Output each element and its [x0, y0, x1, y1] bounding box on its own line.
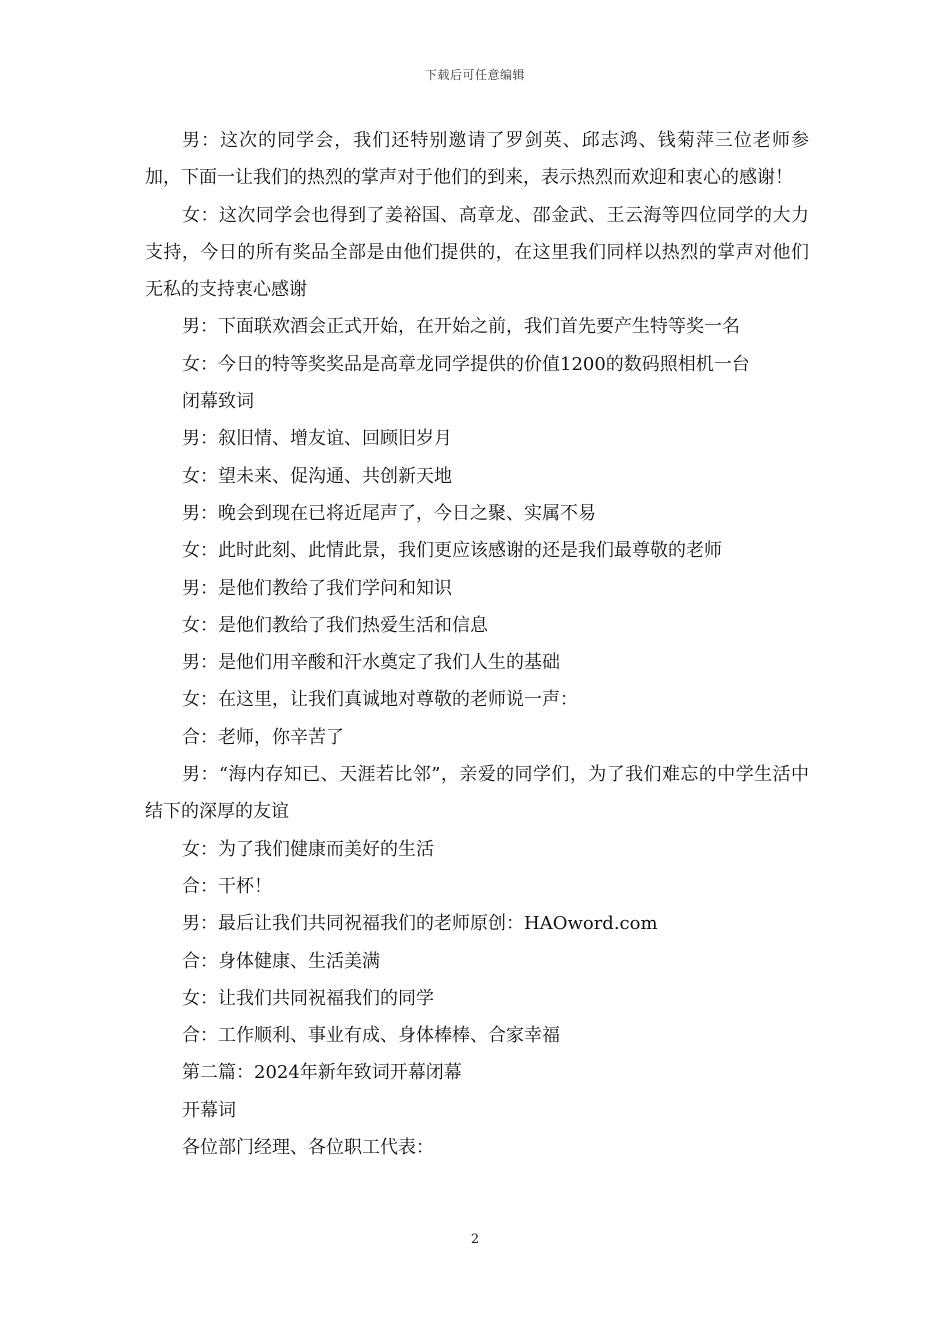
page-header: 下载后可任意编辑 — [424, 68, 525, 82]
paragraph: 男：“海内存知已、天涯若比邻”，亲爱的同学们，为了我们难忘的中学生活中结下的深厚的友谊 — [145, 764, 809, 823]
paragraph: 男：晚会到现在已将近尾声了，今日之聚、实属不易 — [182, 502, 596, 524]
paragraph: 男：下面联欢酒会正式开始，在开始之前，我们首先要产生特等奖一名 — [182, 316, 740, 338]
paragraph: 男：是他们用辛酸和汗水奠定了我们人生的基础 — [182, 652, 560, 674]
paragraph: 女：望未来、促沟通、共创新天地 — [182, 465, 452, 487]
paragraph: 男：最后让我们共同祝福我们的老师原创：HAOword.com — [182, 913, 658, 935]
paragraph: 女：是他们教给了我们热爱生活和信息 — [182, 614, 488, 636]
paragraph: 合：身体健康、生活美满 — [182, 950, 380, 972]
paragraph: 合：老师，你辛苦了 — [182, 726, 344, 748]
paragraph: 合：干杯！ — [182, 875, 272, 897]
paragraph: 女：让我们共同祝福我们的同学 — [182, 987, 434, 1009]
paragraph: 男：叙旧情、增友谊、回顾旧岁月 — [182, 428, 452, 450]
section-heading: 闭幕致词 — [182, 391, 254, 413]
paragraph: 女：此时此刻、此情此景，我们更应该感谢的还是我们最尊敬的老师 — [182, 540, 722, 562]
section-title: 第二篇：2024年新年致词开幕闭幕 — [182, 1062, 462, 1084]
paragraph: 男：是他们教给了我们学问和知识 — [182, 577, 452, 599]
paragraph: 女：在这里，让我们真诚地对尊敬的老师说一声： — [182, 689, 578, 711]
section-heading: 开幕词 — [182, 1099, 236, 1121]
paragraph: 男：这次的同学会，我们还特别邀请了罗剑英、邱志鸿、钱菊萍三位老师参加，下面一让我们的热烈的掌声对于他们的到来，表示热烈而欢迎和衷心的感谢！ — [145, 130, 809, 189]
page-number: 2 — [470, 1232, 480, 1247]
paragraph: 女：这次同学会也得到了姜裕国、高章龙、邵金武、王云海等四位同学的大力支持，今日的所有奖品全部是由他们提供的，在这里我们同样以热烈的掌声对他们无私的支持衷心感谢 — [145, 204, 809, 301]
paragraph: 女：今日的特等奖奖品是高章龙同学提供的价值1200的数码照相机一台 — [182, 353, 750, 375]
paragraph: 女：为了我们健康而美好的生活 — [182, 838, 434, 860]
document-body — [145, 122, 809, 1166]
paragraph: 各位部门经理、各位职工代表： — [182, 1137, 434, 1159]
paragraph: 合：工作顺利、事业有成、身体棒棒、合家幸福 — [182, 1025, 560, 1047]
